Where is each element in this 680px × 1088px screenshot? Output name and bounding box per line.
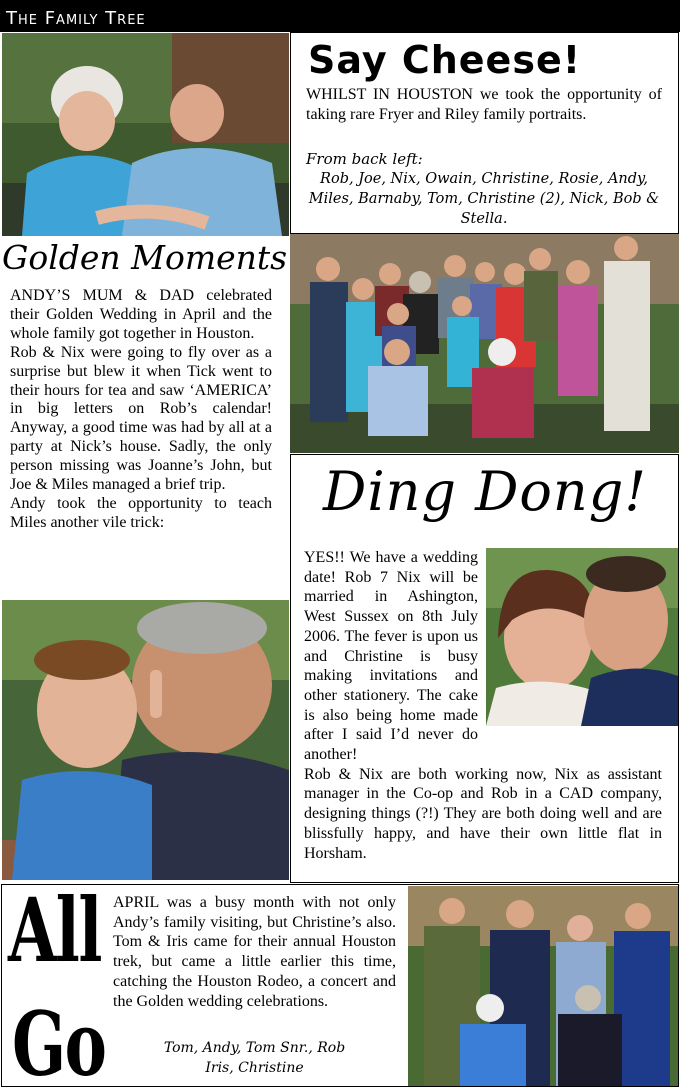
all-go-word-go: Go bbox=[12, 992, 106, 1088]
golden-paragraph-1: ANDY’S MUM & DAD celebrated their Golden Wedding in April and the whole family got together in Houston. bbox=[10, 287, 272, 342]
say-cheese-caption-head: From back left: bbox=[306, 150, 423, 168]
golden-paragraph-2: Rob & Nix were going to fly over as a surprise but blew it when Tick went to their hours for tea and saw ‘AMERICA’ in big letters on Rob’s calendar! Anyway, a good time was had by all at a party at Nick’s house. Sadly, the only person missing was Joanne’s John, but Joe & Miles managed a brief trip. bbox=[10, 343, 272, 494]
photo-spacer bbox=[478, 548, 662, 738]
golden-paragraph-3: Andy took the opportunity to teach Miles another vile trick: bbox=[10, 494, 272, 531]
all-go-caption-line-1: Tom, Andy, Tom Snr., Rob bbox=[163, 1040, 346, 1056]
ding-paragraph-2: Rob & Nix are both working now, Nix as assistant manager in the Co-op and Rob in a CAD company, designing things (?!) They are both doing well and are blissfully happy, and have their own little flat in Horsham. bbox=[304, 765, 662, 862]
all-go-body: APRIL was a busy month with not only Andy’s family visiting, but Christine’s also. Tom & Iris came for their annual Houston trek, but came a little earlier this time, catching the Houston Rodeo, a concert and the Golden wedding celebrations. bbox=[113, 894, 396, 1010]
all-go-word-all: All bbox=[8, 878, 101, 982]
say-cheese-caption: Rob, Joe, Nix, Owain, Christine, Rosie, Andy, Miles, Barnaby, Tom, Christine (2), Nick, Bob & Stella. bbox=[308, 171, 660, 227]
golden-moments-title: Golden Moments bbox=[2, 238, 288, 277]
ding-dong-title: Ding Dong! bbox=[323, 460, 647, 523]
ding-paragraph-1: YES!! We have a wedding date! Rob 7 Nix will be married in Ashington, West Sussex on 8th July 2006. The fever is upon us and Christine is busy making invitations and other stationery. The cake is also being home made after I said I’d never do another! bbox=[304, 549, 478, 764]
all-go-caption-line-2: Iris, Christine bbox=[205, 1060, 304, 1076]
say-cheese-title: Say Cheese! bbox=[308, 38, 582, 82]
family-portrait-photo bbox=[290, 234, 679, 453]
golden-couple-photo bbox=[2, 33, 289, 236]
all-go-group-photo bbox=[408, 886, 678, 1086]
say-cheese-body: WHILST IN HOUSTON we took the opportunity of taking rare Fryer and Riley family portraits. bbox=[306, 86, 662, 123]
ding-dong-body bbox=[304, 548, 662, 863]
newsletter-title: The Family Tree bbox=[6, 8, 146, 29]
andy-miles-photo bbox=[2, 600, 289, 880]
golden-moments-body bbox=[10, 287, 272, 533]
all-go-caption bbox=[113, 1038, 396, 1078]
